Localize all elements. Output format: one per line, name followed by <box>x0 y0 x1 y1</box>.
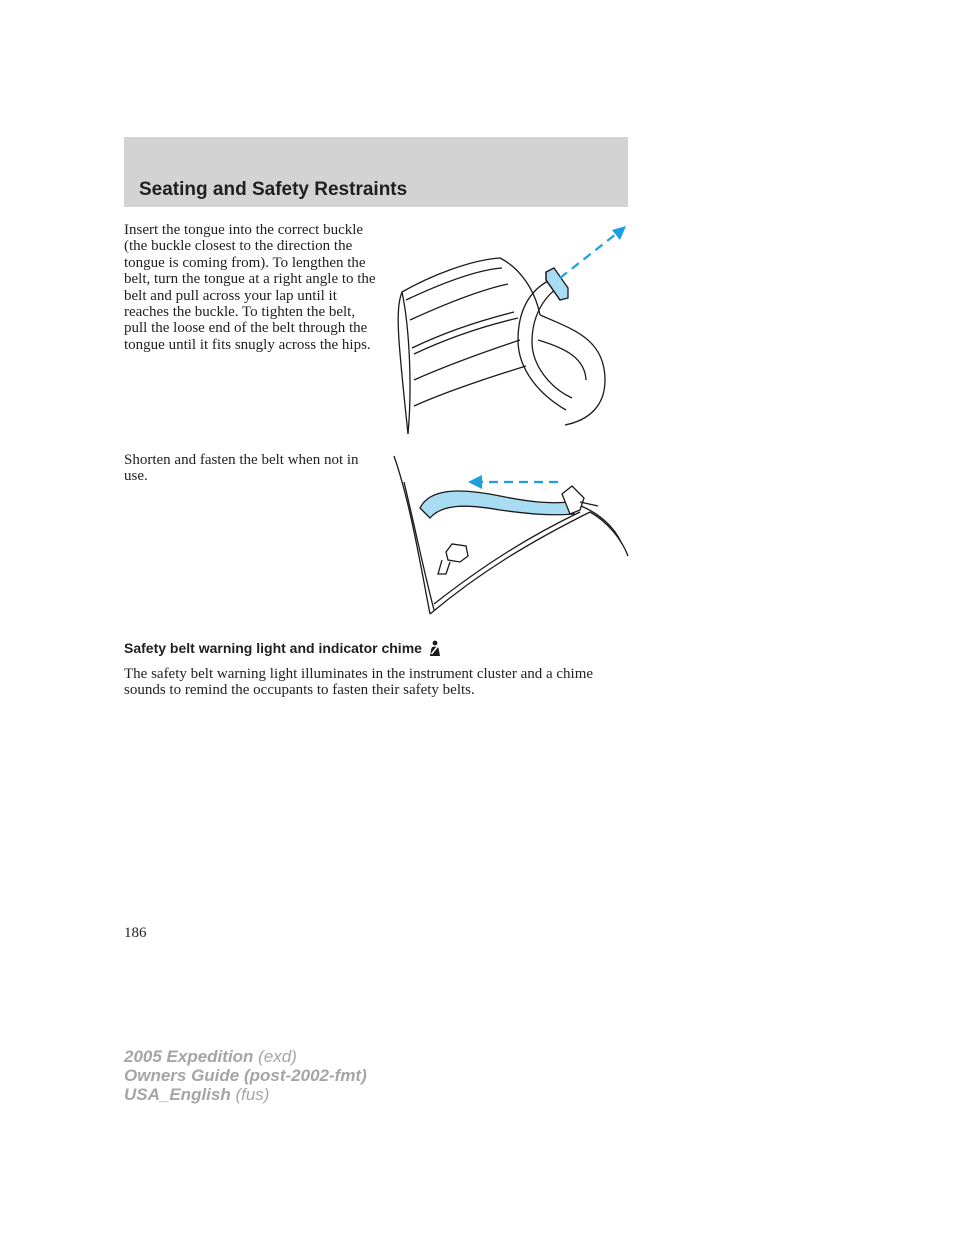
page-number: 186 <box>124 925 147 941</box>
footer-line-1: 2005 Expedition (exd) <box>124 1047 297 1066</box>
warning-light-paragraph: The safety belt warning light illuminates in the instrument cluster and a chime sounds to remind the occupants to fasten their safety belts. <box>124 666 594 699</box>
belt-stowed-illustration <box>390 452 630 618</box>
instruction-paragraph-buckle: Insert the tongue into the correct buckle (the buckle closest to the direction the tongue is coming from). To lengthen the belt, turn the tongue at a right angle to the belt and pull across your lap until it reaches the buckle. To tighten the belt, pull the loose end of the belt through the tongue until it fits snugly across the hips. <box>124 222 376 353</box>
instruction-paragraph-shorten: Shorten and fasten the belt when not in use. <box>124 452 359 485</box>
section-title: Seating and Safety Restraints <box>139 179 408 200</box>
warning-light-subheading <box>124 639 443 657</box>
footer-line-2: Owners Guide (post-2002-fmt) <box>124 1066 367 1085</box>
subheading-text: Safety belt warning light and indicator chime <box>124 640 422 656</box>
seatbelt-person-icon <box>427 640 443 657</box>
buckle-insertion-illustration <box>390 220 630 438</box>
footer-line-3: USA_English (fus) <box>124 1085 270 1104</box>
document-footer <box>124 1047 367 1104</box>
